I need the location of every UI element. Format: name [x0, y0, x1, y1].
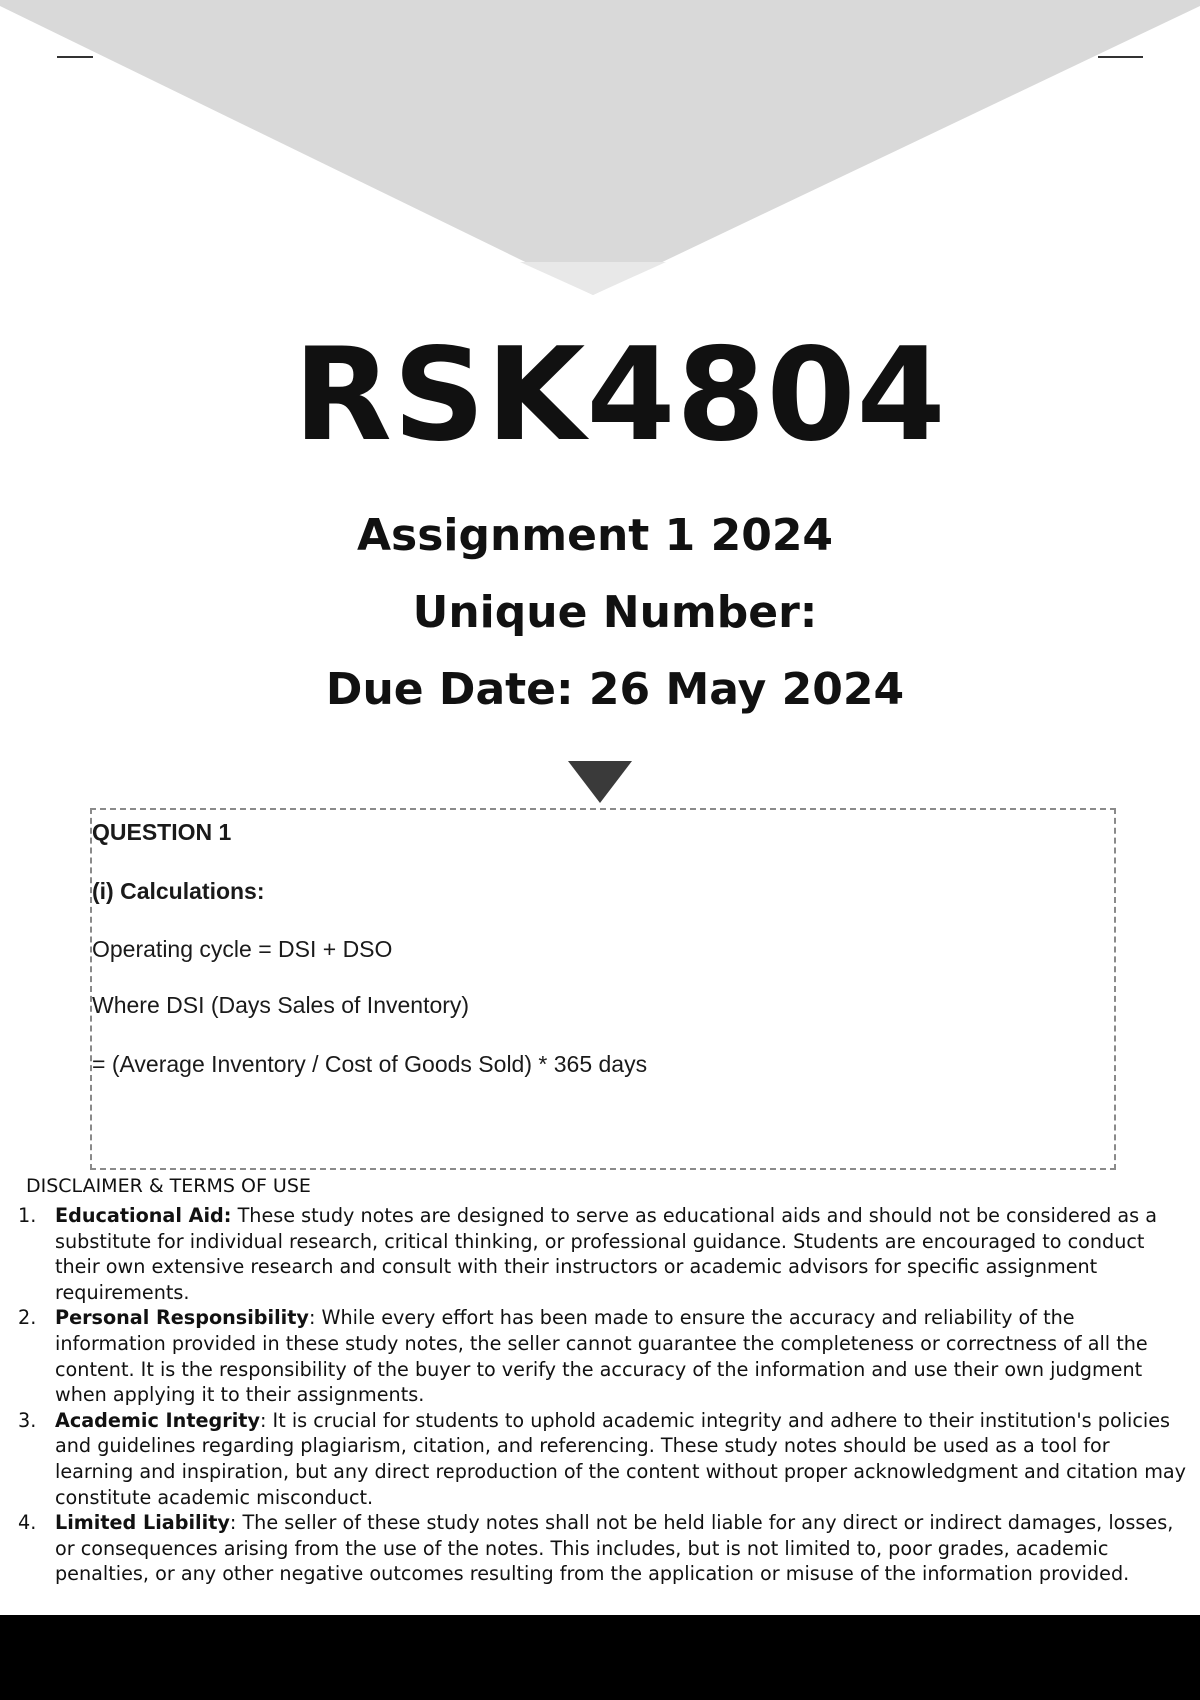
- disclaimer-item: [18, 1305, 1188, 1407]
- disclaimer-list: [18, 1203, 1188, 1587]
- question-line: Operating cycle = DSI + DSO: [92, 936, 393, 962]
- down-triangle-icon: [568, 761, 632, 803]
- banner-chevron-shape: [0, 0, 1200, 295]
- assignment-label: Assignment 1 2024: [356, 510, 834, 561]
- disclaimer-item-term: Limited Liability: [55, 1511, 230, 1535]
- disclaimer-item-text: : It is crucial for students to uphold academic integrity and adhere to their institution's policies and guidelines regarding plagiarism, citation, and referencing. These study notes should be used as a tool for learning and inspiration, but any direct reproduction of the content without proper acknowledgment and citation may constitute academic misconduct.: [55, 1408, 1186, 1509]
- disclaimer-item: [18, 1408, 1188, 1510]
- disclaimer-item-number: 3.: [18, 1408, 37, 1432]
- unique-number-label: Unique Number:: [412, 587, 818, 638]
- question-section-label: (i) Calculations:: [92, 878, 265, 904]
- corner-line-left: [57, 56, 93, 58]
- disclaimer-item-text: : While every effort has been made to ensure the accuracy and reliability of the information provided in these study notes, the seller cannot guarantee the completeness or correctness of all the content. It is the responsibility of the buyer to verify the accuracy of the information and use their own judgment when applying it to their assignments.: [55, 1306, 1148, 1407]
- due-date-label: Due Date: 26 May 2024: [325, 664, 905, 715]
- disclaimer-item: [18, 1510, 1188, 1587]
- disclaimer-item-number: 2.: [18, 1306, 37, 1330]
- banner-chevron-notch: [520, 262, 666, 295]
- corner-line-right: [1098, 56, 1143, 58]
- question-line: Where DSI (Days Sales of Inventory): [92, 992, 470, 1018]
- disclaimer-item-number: 4.: [18, 1511, 37, 1535]
- disclaimer-item-text: : The seller of these study notes shall not be held liable for any direct or indirect damages, losses, or consequences arising from the use of the notes. This includes, but is not limited to, poor grades, academic penalties, or any other negative outcomes resulting from the application or misuse of the information provided.: [55, 1511, 1174, 1586]
- disclaimer-item-number: 1.: [18, 1204, 37, 1227]
- disclaimer-item-term: Educational Aid:: [55, 1204, 232, 1227]
- header-banner: [0, 0, 1200, 300]
- footer-bar: [0, 1615, 1200, 1700]
- question-heading: QUESTION 1: [92, 819, 232, 845]
- disclaimer-title: DISCLAIMER & TERMS OF USE: [26, 1175, 311, 1197]
- question-preview-box: [90, 808, 1116, 1170]
- question-line: = (Average Inventory / Cost of Goods Sold) * 365 days: [92, 1051, 648, 1077]
- course-code-title: RSK4804: [293, 321, 947, 470]
- disclaimer-item-term: Academic Integrity: [55, 1408, 260, 1432]
- disclaimer-item-text: These study notes are designed to serve as educational aids and should not be considered as a substitute for individual research, critical thinking, or professional guidance. Students are encouraged to conduct their own extensive research and consult with their instructors or academic advisors for specific assignment requirements.: [55, 1204, 1157, 1304]
- disclaimer-item-term: Personal Responsibility: [55, 1306, 309, 1330]
- disclaimer-item: [18, 1203, 1188, 1305]
